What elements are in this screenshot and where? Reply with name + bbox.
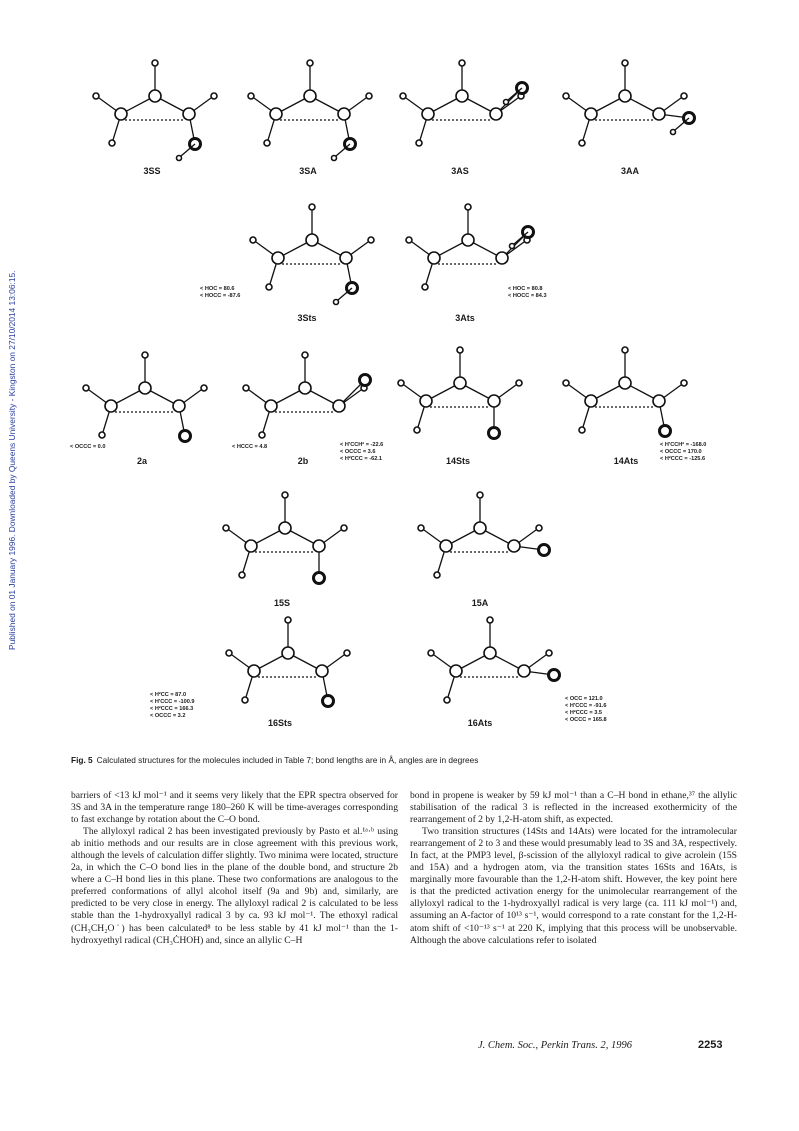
carbon-atom xyxy=(420,395,432,407)
carbon-atom xyxy=(282,647,294,659)
carbon-atom xyxy=(115,108,127,120)
hydrogen-atom xyxy=(309,204,315,210)
hydrogen-atom xyxy=(510,244,515,249)
label-16Sts: 16Sts xyxy=(267,718,293,728)
label-3AA: 3AA xyxy=(620,166,639,176)
carbon-atom xyxy=(462,234,474,246)
carbon-atom xyxy=(316,665,328,677)
carbon-atom xyxy=(313,540,325,552)
carbon-atom xyxy=(299,382,311,394)
hydrogen-atom xyxy=(177,156,182,161)
hydrogen-atom xyxy=(414,427,420,433)
figure-5 xyxy=(60,28,750,753)
hydrogen-atom xyxy=(563,93,569,99)
molecular-structures-drawing xyxy=(60,28,750,753)
hydrogen-atom xyxy=(93,93,99,99)
paragraph: bond in propene is weaker by 59 kJ mol⁻¹ than a C–H bond in ethane,³⁷ the allylic stabilisation of the radical 3 is reflected in the increased exothermicity of the rearrangement of 2 by 1,2-H-atom shift, as expected. xyxy=(410,790,737,826)
carbon-atom xyxy=(585,108,597,120)
download-watermark: Published on 01 January 1996. Downloaded by Queens University - Kingston on 27/10/2014 13:06:15. xyxy=(7,270,17,650)
carbon-atom xyxy=(428,252,440,264)
hydrogen-atom xyxy=(398,380,404,386)
hydrogen-atom xyxy=(400,93,406,99)
left-column xyxy=(71,790,398,947)
hydrogen-atom xyxy=(487,617,493,623)
hydrogen-atom xyxy=(579,140,585,146)
paragraph: barriers of <13 kJ mol⁻¹ and it seems very likely that the EPR spectra observed for 3S and 3A in the temperature range 180–260 K will be time-averages corresponding to fast exchange by rotation about the C–O bond. xyxy=(71,790,398,826)
oxygen-atom xyxy=(323,696,334,707)
hydrogen-atom xyxy=(477,492,483,498)
oxygen-atom xyxy=(660,426,671,437)
hydrogen-atom xyxy=(579,427,585,433)
hydrogen-atom xyxy=(332,156,337,161)
hydrogen-atom xyxy=(671,130,676,135)
hydrogen-atom xyxy=(83,385,89,391)
hydrogen-atom xyxy=(285,617,291,623)
hydrogen-atom xyxy=(681,380,687,386)
params-14Ats: < H'CCH² = -168.0 < OCCC = 170.0 < H²CCC = -125.6 xyxy=(660,442,707,462)
carbon-atom xyxy=(508,540,520,552)
caption-text: Calculated structures for the molecules included in Table 7; bond lengths are in Å, angles are in degrees xyxy=(96,755,479,765)
carbon-atom xyxy=(279,522,291,534)
carbon-atom xyxy=(139,382,151,394)
carbon-atom xyxy=(245,540,257,552)
carbon-atom xyxy=(422,108,434,120)
hydrogen-atom xyxy=(622,347,628,353)
carbon-atom xyxy=(306,234,318,246)
label-16Ats: 16Ats xyxy=(467,718,493,728)
label-3AS: 3AS xyxy=(451,166,469,176)
hydrogen-atom xyxy=(242,697,248,703)
carbon-atom xyxy=(456,90,468,102)
hydrogen-atom xyxy=(239,572,245,578)
hydrogen-atom xyxy=(250,237,256,243)
page-number: 2253 xyxy=(698,1039,723,1051)
carbon-atom xyxy=(270,108,282,120)
carbon-atom xyxy=(149,90,161,102)
hydrogen-atom xyxy=(622,60,628,66)
hydrogen-atom xyxy=(416,140,422,146)
hydrogen-atom xyxy=(282,492,288,498)
hydrogen-atom xyxy=(259,432,265,438)
hydrogen-atom xyxy=(457,347,463,353)
paragraph: Two transition structures (14Sts and 14Ats) were located for the intramolecular rearrangement of 2 to 3 and these would presumably lead to 3S and 3A, respectively. In fact, at the PMP3 level, β-scission of the allyloxyl radical to give acrolein (15S and 15A) and a hydrogen atom, via the transition states 16Sts and 16Ats, is marginally more favourable than the 1,2-H-atom shift. However, the key point here is that the predicted activation energy for the unimolecular rearrangement of the allyloxyl radical to the 1-hydroxyallyl radical is very large (ca. 111 kJ mol⁻¹) and, assuming an A-factor of 10¹³ s⁻¹, would correspond to a rate constant for the 1,2-H-atom shift of <10⁻¹³ s⁻¹ at 220 K, implying that this process will be unobservable. Although the above calculations refer to isolated xyxy=(410,826,737,946)
hydrogen-atom xyxy=(211,93,217,99)
oxygen-atom xyxy=(539,545,550,556)
params-3Sts: < HOC = 80.6 < HOCC = -87.6 xyxy=(200,286,241,299)
params-2b: < HCCC = 4.8 xyxy=(232,444,268,450)
hydrogen-atom xyxy=(152,60,158,66)
right-column xyxy=(410,790,737,947)
label-15A: 15A xyxy=(471,598,489,608)
hydrogen-atom xyxy=(264,140,270,146)
hydrogen-atom xyxy=(504,100,509,105)
carbon-atom xyxy=(496,252,508,264)
hydrogen-atom xyxy=(546,650,552,656)
oxygen-atom xyxy=(314,573,325,584)
carbon-atom xyxy=(105,400,117,412)
oxygen-atom xyxy=(180,431,191,442)
params-14Sts: < H'CCH² = -22.6 < OCCC = 3.6 < H²CCC = -62.1 xyxy=(340,442,384,462)
carbon-atom xyxy=(450,665,462,677)
paragraph: The allyloxyl radical 2 has been investigated previously by Pasto et al.¹ᵃ·ᵇ using ab initio methods and our results are in close agreement with this previous work, although the levels of calculation differ slightly. Two minima were located, structure 2a, in which the C–O bond lies in the plane of the double bond, and structure 2b where a C–H bond lies in this plane. These two conformations are analogous to the preferred conformations of allyl alcohol itself (9a and 9b) and, similarly, are predicted to be very close in energy. The allyloxyl radical 2 is calculated to be less stable than the 1-hydroxyallyl radical 3 by ca. 93 kJ mol⁻¹. The ethoxyl radical (CH₃CH₂O˙) has been calculated⁸ to be less stable by 41 kJ mol⁻¹ than the 1-hydroxyethyl radical (CH₃ĊHOH) and, since an allylic C–H xyxy=(71,826,398,946)
oxygen-atom xyxy=(489,428,500,439)
hydrogen-atom xyxy=(563,380,569,386)
oxygen-atom xyxy=(549,670,560,681)
hydrogen-atom xyxy=(226,650,232,656)
hydrogen-atom xyxy=(368,237,374,243)
hydrogen-atom xyxy=(99,432,105,438)
label-15S: 15S xyxy=(273,598,290,608)
label-14Sts: 14Sts xyxy=(445,456,471,466)
label-3Ats: 3Ats xyxy=(455,313,475,323)
label-2b: 2b xyxy=(297,456,309,466)
label-3SS: 3SS xyxy=(143,166,161,176)
hydrogen-atom xyxy=(223,525,229,531)
carbon-atom xyxy=(173,400,185,412)
carbon-atom xyxy=(340,252,352,264)
carbon-atom xyxy=(490,108,502,120)
carbon-atom xyxy=(304,90,316,102)
hydrogen-atom xyxy=(307,60,313,66)
hydrogen-atom xyxy=(366,93,372,99)
params-2a: < OCCC = 0.0 xyxy=(70,444,106,450)
hydrogen-atom xyxy=(422,284,428,290)
params-3Ats: < HOC = 80.8 < HOCC = 84.3 xyxy=(508,286,547,299)
hydrogen-atom xyxy=(266,284,272,290)
hydrogen-atom xyxy=(428,650,434,656)
carbon-atom xyxy=(265,400,277,412)
carbon-atom xyxy=(333,400,345,412)
carbon-atom xyxy=(272,252,284,264)
hydrogen-atom xyxy=(444,697,450,703)
hydrogen-atom xyxy=(516,380,522,386)
label-2a: 2a xyxy=(136,456,147,466)
params-16Sts: < H²CC = 87.0 < H'CCC = -100.9 < H²CCC = 166.3 < OCCC = 3.2 xyxy=(150,692,195,719)
carbon-atom xyxy=(619,377,631,389)
journal-reference: J. Chem. Soc., Perkin Trans. 2, 1996 xyxy=(478,1040,632,1051)
hydrogen-atom xyxy=(341,525,347,531)
hydrogen-atom xyxy=(201,385,207,391)
hydrogen-atom xyxy=(334,300,339,305)
figure-caption xyxy=(71,755,751,766)
carbon-atom xyxy=(488,395,500,407)
carbon-atom xyxy=(248,665,260,677)
hydrogen-atom xyxy=(434,572,440,578)
hydrogen-atom xyxy=(109,140,115,146)
carbon-atom xyxy=(440,540,452,552)
carbon-atom xyxy=(484,647,496,659)
hydrogen-atom xyxy=(681,93,687,99)
hydrogen-atom xyxy=(536,525,542,531)
hydrogen-atom xyxy=(459,60,465,66)
hydrogen-atom xyxy=(243,385,249,391)
hydrogen-atom xyxy=(142,352,148,358)
carbon-atom xyxy=(653,395,665,407)
carbon-atom xyxy=(474,522,486,534)
oxygen-atom xyxy=(360,375,371,386)
hydrogen-atom xyxy=(248,93,254,99)
label-3Sts: 3Sts xyxy=(297,313,317,323)
carbon-atom xyxy=(653,108,665,120)
carbon-atom xyxy=(454,377,466,389)
label-14Ats: 14Ats xyxy=(613,456,639,466)
carbon-atom xyxy=(183,108,195,120)
carbon-atom xyxy=(518,665,530,677)
hydrogen-atom xyxy=(344,650,350,656)
hydrogen-atom xyxy=(418,525,424,531)
label-3SA: 3SA xyxy=(299,166,317,176)
carbon-atom xyxy=(619,90,631,102)
carbon-atom xyxy=(585,395,597,407)
hydrogen-atom xyxy=(302,352,308,358)
params-16Ats: < OCC = 121.0 < H'CCC = -91.6 < H²CCC = 3.5 < OCCC = 165.8 xyxy=(565,696,607,723)
hydrogen-atom xyxy=(406,237,412,243)
carbon-atom xyxy=(338,108,350,120)
hydrogen-atom xyxy=(465,204,471,210)
caption-label: Fig. 5 xyxy=(71,755,93,765)
